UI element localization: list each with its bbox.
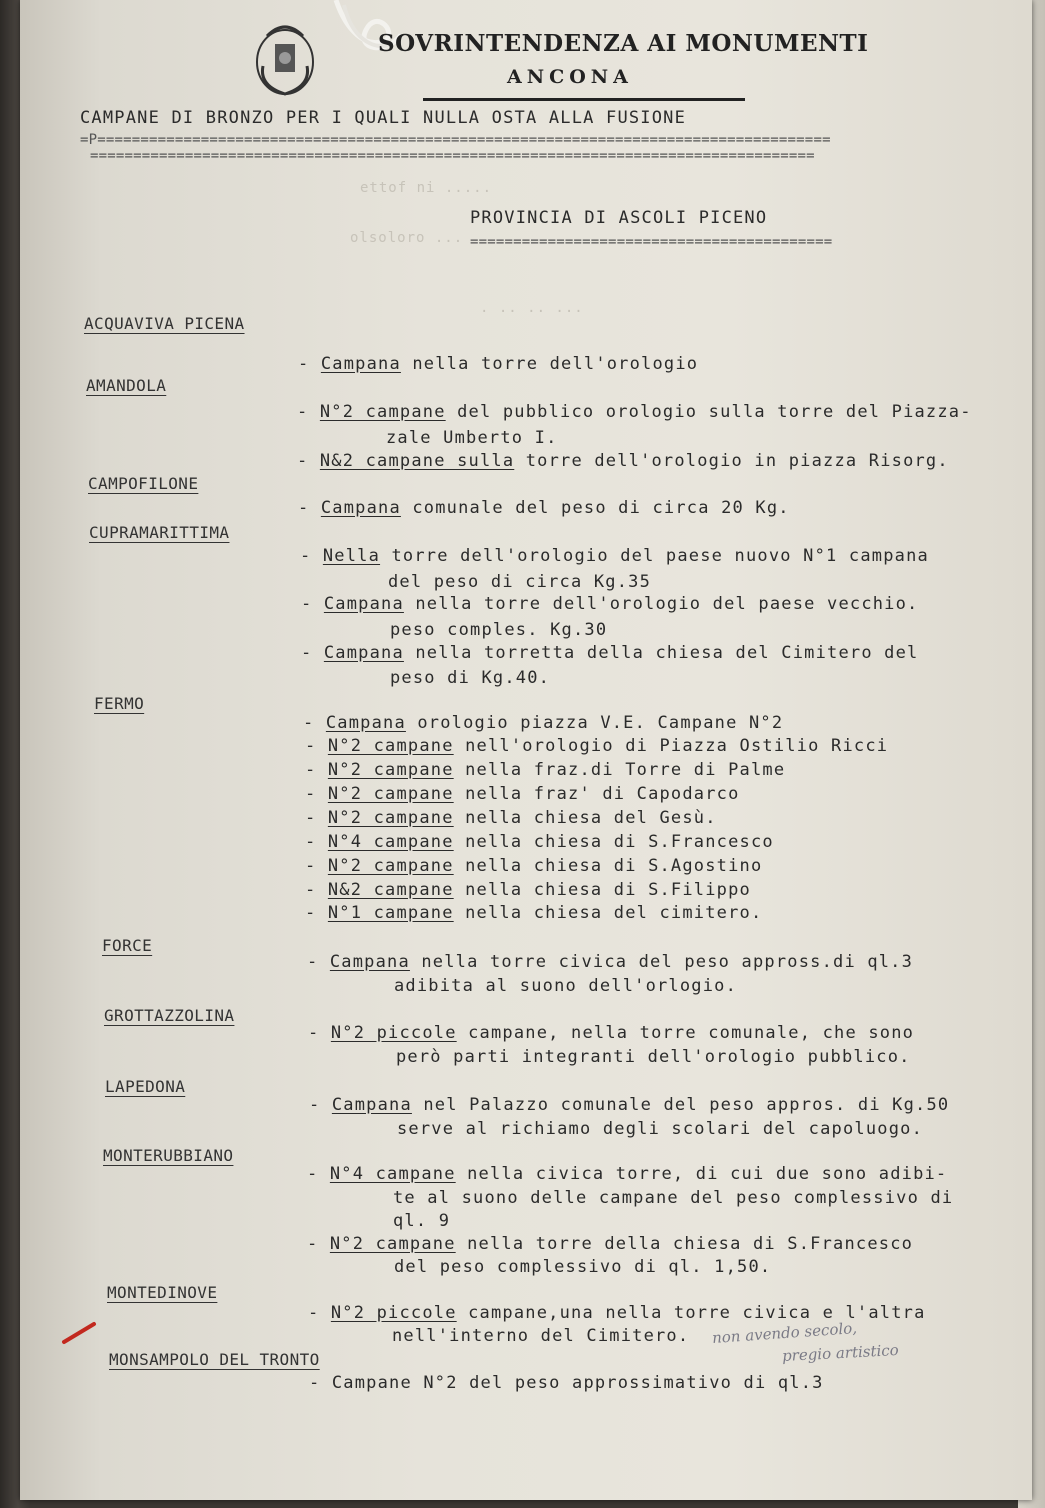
bell-entry-continuation: peso comples. Kg.30 xyxy=(390,620,608,640)
town-name: GROTTAZZOLINA xyxy=(104,1006,235,1025)
bell-entry: - N°2 campane nella chiesa del Gesù. xyxy=(305,808,717,828)
bell-entry: - N°1 campane nella chiesa del cimitero. xyxy=(305,903,763,923)
bell-entry: - Campana nel Palazzo comunale del peso appros. di Kg.50 xyxy=(309,1095,950,1115)
bell-entry: - Campana comunale del peso di circa 20 Kg. xyxy=(298,498,790,518)
document-title: CAMPANE DI BRONZO PER I QUALI NULLA OSTA ALLA FUSIONE xyxy=(80,108,687,128)
coat-of-arms-seal xyxy=(253,16,317,98)
bell-entry: - N°2 campane nella torre della chiesa di S.Francesco xyxy=(307,1234,914,1254)
bleed-through-text: olsoloro ... xyxy=(350,230,464,246)
bell-entry: - N°2 campane nella fraz.di Torre di Palme xyxy=(305,760,786,780)
bell-entry: - N°2 campane del pubblico orologio sulla torre del Piazza- xyxy=(297,402,972,422)
town-name: MONTERUBBIANO xyxy=(103,1146,234,1165)
title-double-rule-2: ==================================================================================== xyxy=(90,148,815,164)
bell-entry-continuation: te al suono delle campane del peso complessivo di xyxy=(393,1188,954,1208)
handwritten-note: pregio artistico xyxy=(781,1340,900,1366)
town-name: LAPEDONA xyxy=(105,1077,186,1096)
bell-entry: - Campana nella torre dell'orologio del paese vecchio. xyxy=(301,594,919,614)
red-pencil-mark xyxy=(60,1320,98,1344)
header-rule xyxy=(423,98,745,101)
bell-entry: - N°4 campane nella civica torre, di cui due sono adibi- xyxy=(307,1164,948,1184)
town-name: CUPRAMARITTIMA xyxy=(89,523,230,542)
town-name: MONSAMPOLO DEL TRONTO xyxy=(109,1350,320,1369)
bell-entry: - N°2 piccole campane,una nella torre civica e l'altra xyxy=(308,1303,926,1323)
bell-entry: - Nella torre dell'orologio del paese nuovo N°1 campana xyxy=(300,546,929,566)
town-name: MONTEDINOVE xyxy=(107,1283,218,1302)
town-name: FERMO xyxy=(94,694,145,713)
town-name: FORCE xyxy=(102,936,153,955)
bleed-through-text: ettof ni ..... xyxy=(360,180,493,196)
province-double-rule: ========================================== xyxy=(470,234,833,250)
handwritten-note: non avendo secolo, xyxy=(711,1318,858,1348)
bell-entry: - Campana nella torre dell'orologio xyxy=(298,354,699,374)
bell-entry: - N°2 campane nell'orologio di Piazza Ostilio Ricci xyxy=(305,736,889,756)
bell-entry-continuation: però parti integranti dell'orologio pubblico. xyxy=(396,1047,911,1067)
bell-entry-continuation: ql. 9 xyxy=(393,1211,451,1231)
bell-entry: - N°2 piccole campane, nella torre comunale, che sono xyxy=(308,1023,915,1043)
province-heading: PROVINCIA DI ASCOLI PICENO xyxy=(470,208,768,228)
bleed-through-text: . .. .. ... xyxy=(480,300,584,316)
bell-entry-continuation: nell'interno del Cimitero. xyxy=(392,1326,690,1346)
town-name: CAMPOFILONE xyxy=(88,474,199,493)
bell-entry: - N°4 campane nella chiesa di S.Francesco xyxy=(305,832,774,852)
bell-entry-continuation: zale Umberto I. xyxy=(386,428,558,448)
bell-entry-continuation: del peso di circa Kg.35 xyxy=(388,572,652,592)
office-heading: SOVRINTENDENZA AI MONUMENTI xyxy=(378,30,869,57)
town-name: ACQUAVIVA PICENA xyxy=(84,314,245,333)
bell-entry: - N&2 campane nella chiesa di S.Filippo xyxy=(305,880,751,900)
city-heading: ANCONA xyxy=(507,66,633,88)
bell-entry: - Campana nella torretta della chiesa del Cimitero del xyxy=(301,643,919,663)
bell-entry: - N°2 campane nella fraz' di Capodarco xyxy=(305,784,740,804)
bell-entry: - Campana orologio piazza V.E. Campane N°2 xyxy=(303,713,784,733)
bell-entry: - Campane N°2 del peso approssimativo di ql.3 xyxy=(309,1373,824,1393)
bell-entry-continuation: peso di Kg.40. xyxy=(390,668,551,688)
title-double-rule: =P===================================================================================== xyxy=(80,132,831,148)
bell-entry-continuation: del peso complessivo di ql. 1,50. xyxy=(394,1257,772,1277)
bell-entry: - Campana nella torre civica del peso appross.di ql.3 xyxy=(307,952,914,972)
bell-entry: - N°2 campane nella chiesa di S.Agostino xyxy=(305,856,763,876)
bell-entry-continuation: serve al richiamo degli scolari del capoluogo. xyxy=(397,1119,924,1139)
town-name: AMANDOLA xyxy=(86,376,167,395)
bell-entry-continuation: adibita al suono dell'orlogio. xyxy=(394,976,738,996)
bell-entry: - N&2 campane sulla torre dell'orologio in piazza Risorg. xyxy=(297,451,949,471)
